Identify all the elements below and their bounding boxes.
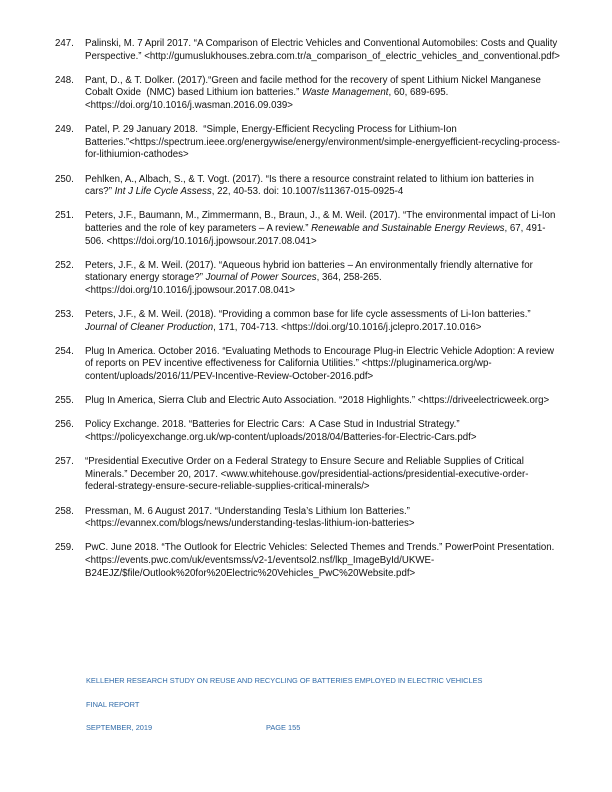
reference-text-segment: , 171, 704-713. <https://doi.org/10.1016/j.jclepro.2017.10.016> bbox=[213, 321, 482, 333]
reference-entry bbox=[55, 124, 563, 162]
reference-number: 254. bbox=[55, 345, 74, 357]
reference-text-segment: “Presidential Executive Order on a Federal Strategy to Ensure Secure and Reliable Supplies of Critical Minerals.” December 20, 2017. <www.whitehouse.gov/presidential-actions/presidential-executive-order-federal-strategy-ensure-secure-reliable-supplies-critical-minerals/> bbox=[85, 456, 529, 493]
reference-text-segment: Patel, P. 29 January 2018. “Simple, Energy-Efficient Recycling Process for Lithium-Ion Batteries.”<https://spectrum.ieee.org/energywise/energy/environment/simple-energyefficient-recycling-process- for-lithiumion-cathodes> bbox=[85, 124, 563, 161]
reference-text-segment: Policy Exchange. 2018. “Batteries for Electric Cars: A Case Stud in Industrial Strategy.” <https://policyexchange.org.uk/wp-content/uploads/2018/04/Batteries-for-Electric-Cars.pdf> bbox=[85, 419, 477, 443]
reference-text bbox=[85, 124, 563, 162]
reference-entry bbox=[55, 346, 560, 384]
footer-report-label: FINAL REPORT bbox=[86, 700, 140, 709]
reference-entry bbox=[55, 260, 560, 298]
reference-number: 253. bbox=[55, 309, 74, 321]
reference-text-segment: Plug In America. October 2016. “Evaluating Methods to Encourage Plug-in Electric Vehicle Adoption: A review of reports on PEV incentive effectiveness for California Utilities.” <https://pluginamerica.org/wp- content/uploads/2016/11/PEV-Incentive-Review-October-2016.pdf> bbox=[85, 345, 557, 383]
reference-number: 248. bbox=[55, 74, 74, 86]
reference-text bbox=[85, 75, 560, 113]
reference-text-segment: Peters, J.F., & M. Weil. (2018). “Providing a common base for life cycle assessments of Li-Ion batteries.” bbox=[85, 309, 534, 321]
reference-text bbox=[85, 542, 560, 580]
reference-entry bbox=[55, 456, 560, 494]
reference-text bbox=[85, 174, 560, 199]
reference-text bbox=[85, 456, 560, 494]
reference-number: 255. bbox=[55, 395, 74, 407]
reference-text-segment: Pehlken, A., Albach, S., & T. Vogt. (2017). “Is there a resource constraint related to lithium ion batteries in cars?” bbox=[85, 173, 537, 198]
reference-number: 259. bbox=[55, 542, 74, 554]
reference-text-segment: Peters, J.F., Baumann, M., Zimmermann, B., Braun, J., & M. Weil. (2017). “The environmental impact of Li-Ion batteries and the role of key parameters – A review.” bbox=[85, 210, 559, 234]
reference-text-segment: Palinski, M. 7 April 2017. “A Comparison of Electric Vehicles and Conventional Automobiles: Costs and Quality Perspective.” <http://gumuslukhouses.zebra.com.tr/a_comparison_of_electric_vehicles_and_conventional.pdf> bbox=[85, 38, 560, 62]
reference-entry bbox=[55, 419, 560, 444]
reference-entry bbox=[55, 395, 560, 408]
reference-text bbox=[85, 38, 560, 63]
reference-entry bbox=[55, 210, 560, 248]
reference-text-segment: PwC. June 2018. “The Outlook for Electric Vehicles: Selected Themes and Trends.” PowerPoint Presentation. <https://events.pwc.com/uk/eventsmss/v2-1/eventsol2.nsf/lkp_ImageById/UKWE-B24EJZ/$file/Outlook%20for%20Electric%20Vehicles_PwC%20Website.pdf> bbox=[85, 542, 558, 579]
reference-number: 251. bbox=[55, 210, 74, 222]
reference-text-segment: , 22, 40-53. doi: 10.1007/s11367-015-0925-4 bbox=[211, 186, 404, 198]
reference-text-segment: Plug In America, Sierra Club and Electric Auto Association. “2018 Highlights.” <https://driveelectricweek.org> bbox=[85, 395, 550, 407]
reference-text-segment: Peters, J.F., & M. Weil. (2017). “Aqueous hybrid ion batteries – An environmentally friendly alternative for stationary energy storage?” bbox=[85, 259, 536, 284]
reference-text-segment: , 60, 689-695. <https://doi.org/10.1016/j.wasman.2016.09.039> bbox=[85, 87, 451, 111]
reference-entry bbox=[55, 542, 560, 580]
reference-text bbox=[85, 346, 560, 384]
reference-list bbox=[55, 38, 563, 592]
footer-study-title: KELLEHER RESEARCH STUDY ON REUSE AND RECYCLING OF BATTERIES EMPLOYED IN ELECTRIC VEHICLES bbox=[86, 676, 483, 685]
reference-text bbox=[85, 506, 560, 531]
reference-number: 252. bbox=[55, 259, 74, 271]
reference-number: 258. bbox=[55, 505, 74, 517]
reference-source-title: Journal of Power Sources bbox=[205, 272, 317, 284]
reference-entry bbox=[55, 309, 560, 334]
reference-number: 257. bbox=[55, 456, 74, 468]
reference-entry bbox=[55, 75, 560, 113]
footer-page-number: PAGE 155 bbox=[266, 723, 301, 732]
reference-text-segment: Pant, D., & T. Dolker. (2017).“Green and facile method for the recovery of spent Lithium Nickel Manganese Cobalt Oxide (NMC) based Lithium ion batteries.” bbox=[85, 74, 544, 99]
reference-text-segment: , 364, 258-265. <https://doi.org/10.1016/j.jpowsour.2017.08.041> bbox=[85, 272, 385, 296]
reference-source-title: Waste Management bbox=[301, 87, 389, 99]
reference-entry bbox=[55, 38, 560, 63]
reference-entry bbox=[55, 174, 560, 199]
reference-text bbox=[85, 395, 560, 408]
reference-source-title: Renewable and Sustainable Energy Reviews bbox=[311, 222, 505, 234]
footer-date: SEPTEMBER, 2019 bbox=[86, 723, 153, 732]
reference-number: 247. bbox=[55, 38, 74, 49]
reference-text-segment: Pressman, M. 6 August 2017. “Understanding Tesla’s Lithium Ion Batteries.” <https://evannex.com/blogs/news/understanding-teslas-lithium-ion-batteries> bbox=[85, 505, 415, 530]
reference-source-title: Int J Life Cycle Assess bbox=[114, 186, 212, 198]
reference-number: 256. bbox=[55, 419, 74, 431]
reference-text bbox=[85, 419, 560, 444]
reference-source-title: Journal of Cleaner Production bbox=[85, 321, 214, 333]
reference-text bbox=[85, 260, 560, 298]
reference-entry bbox=[55, 506, 560, 531]
reference-text bbox=[85, 210, 560, 248]
reference-text-segment: , 67, 491-506. <https://doi.org/10.1016/j.jpowsour.2017.08.041> bbox=[85, 222, 546, 247]
reference-number: 249. bbox=[55, 124, 74, 136]
reference-number: 250. bbox=[55, 173, 74, 185]
reference-text bbox=[85, 309, 560, 334]
